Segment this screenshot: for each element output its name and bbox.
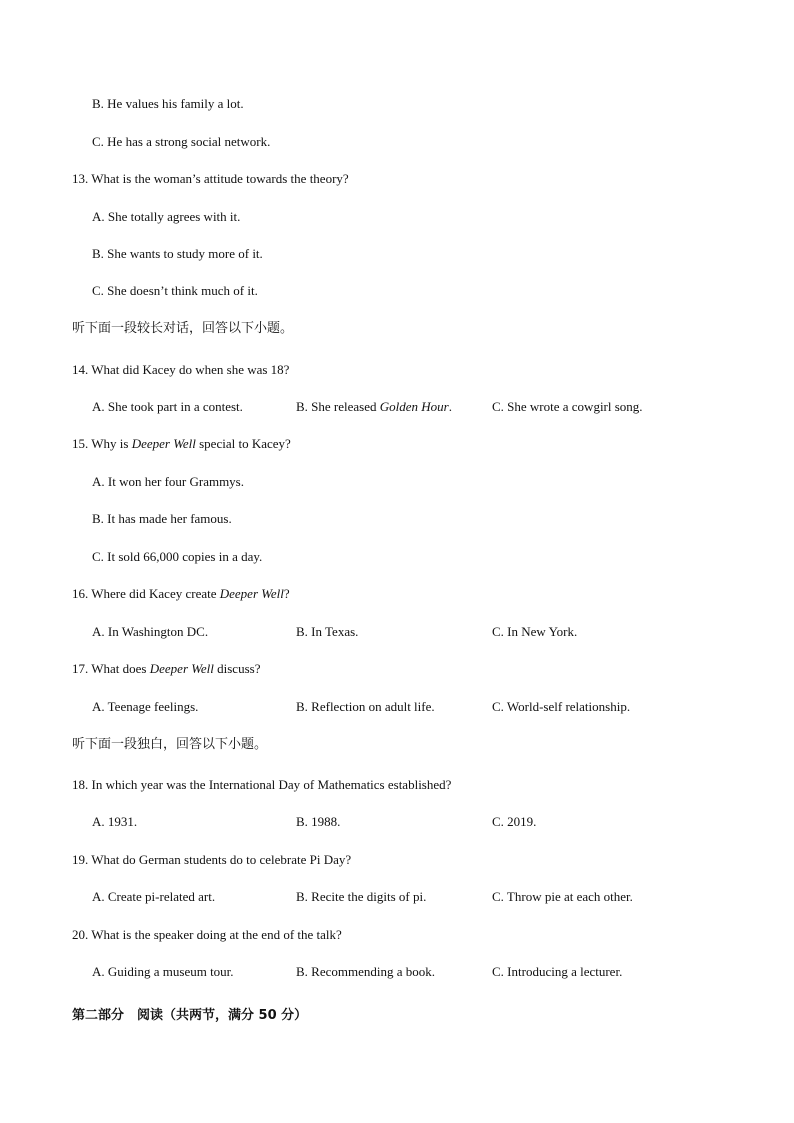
- q13-option-a: A. She totally agrees with it.: [92, 209, 241, 224]
- q20-option-c: C. Introducing a lecturer.: [492, 964, 623, 979]
- q19-option-c: C. Throw pie at each other.: [492, 889, 633, 904]
- q17-option-b: B. Reflection on adult life.: [296, 699, 435, 714]
- q15-question-title: Deeper Well: [131, 436, 196, 451]
- q14-option-a: A. She took part in a contest.: [92, 399, 243, 414]
- q13-option-b: B. She wants to study more of it.: [92, 246, 263, 261]
- q16-question: [72, 586, 290, 602]
- q14-option-c: C. She wrote a cowgirl song.: [492, 399, 643, 414]
- q14-question: 14. What did Kacey do when she was 18?: [72, 362, 290, 377]
- q13-option-c: C. She doesn’t think much of it.: [92, 283, 258, 298]
- q18-option-a: A. 1931.: [92, 814, 138, 829]
- q16-question-title: Deeper Well: [219, 586, 284, 601]
- q16-option-a: A. In Washington DC.: [92, 624, 209, 639]
- q16-option-c: C. In New York.: [492, 624, 578, 639]
- q14-option-b-suffix: .: [448, 399, 452, 414]
- q16-option-b: B. In Texas.: [296, 624, 359, 639]
- q15-option-c: C. It sold 66,000 copies in a day.: [92, 549, 263, 564]
- q18-question: 18. In which year was the International Day of Mathematics established?: [72, 777, 452, 792]
- section-long-dialogue-instruction: 听下面一段较长对话，回答以下小题。: [72, 321, 294, 336]
- q17-option-a: A. Teenage feelings.: [92, 699, 199, 714]
- q17-question-prefix: 17. What does: [72, 661, 150, 676]
- q14-option-b-title: Golden Hour: [379, 399, 449, 414]
- q15-option-b: B. It has made her famous.: [92, 511, 232, 526]
- q17-option-c: C. World-self relationship.: [492, 699, 631, 714]
- q17-question-title: Deeper Well: [149, 661, 214, 676]
- q16-question-prefix: 16. Where did Kacey create: [72, 586, 220, 601]
- part-two-heading: 第二部分 阅读（共两节，满分 50 分）: [72, 1008, 308, 1023]
- q17-question: [72, 661, 260, 677]
- q15-question-prefix: 15. Why is: [72, 436, 132, 451]
- q20-option-b: B. Recommending a book.: [296, 964, 436, 979]
- q17-question-suffix: discuss?: [213, 661, 261, 676]
- q14-option-b-prefix: B. She released: [296, 399, 380, 414]
- q15-question: [72, 436, 291, 452]
- q12-option-c: C. He has a strong social network.: [92, 134, 271, 149]
- q20-question: 20. What is the speaker doing at the end of the talk?: [72, 927, 342, 942]
- q20-option-a: A. Guiding a museum tour.: [92, 964, 234, 979]
- q19-question: 19. What do German students do to celebrate Pi Day?: [72, 852, 352, 867]
- q15-question-suffix: special to Kacey?: [195, 436, 291, 451]
- q12-option-b: B. He values his family a lot.: [92, 96, 244, 111]
- q16-question-suffix: ?: [283, 586, 290, 601]
- q19-option-b: B. Recite the digits of pi.: [296, 889, 427, 904]
- section-monologue-instruction: 听下面一段独白，回答以下小题。: [72, 737, 268, 752]
- q15-option-a: A. It won her four Grammys.: [92, 474, 244, 489]
- q18-option-b: B. 1988.: [296, 814, 341, 829]
- q13-question: 13. What is the woman’s attitude towards the theory?: [72, 171, 349, 186]
- q18-option-c: C. 2019.: [492, 814, 537, 829]
- q19-option-a: A. Create pi-related art.: [92, 889, 216, 904]
- q14-option-b: [296, 399, 452, 415]
